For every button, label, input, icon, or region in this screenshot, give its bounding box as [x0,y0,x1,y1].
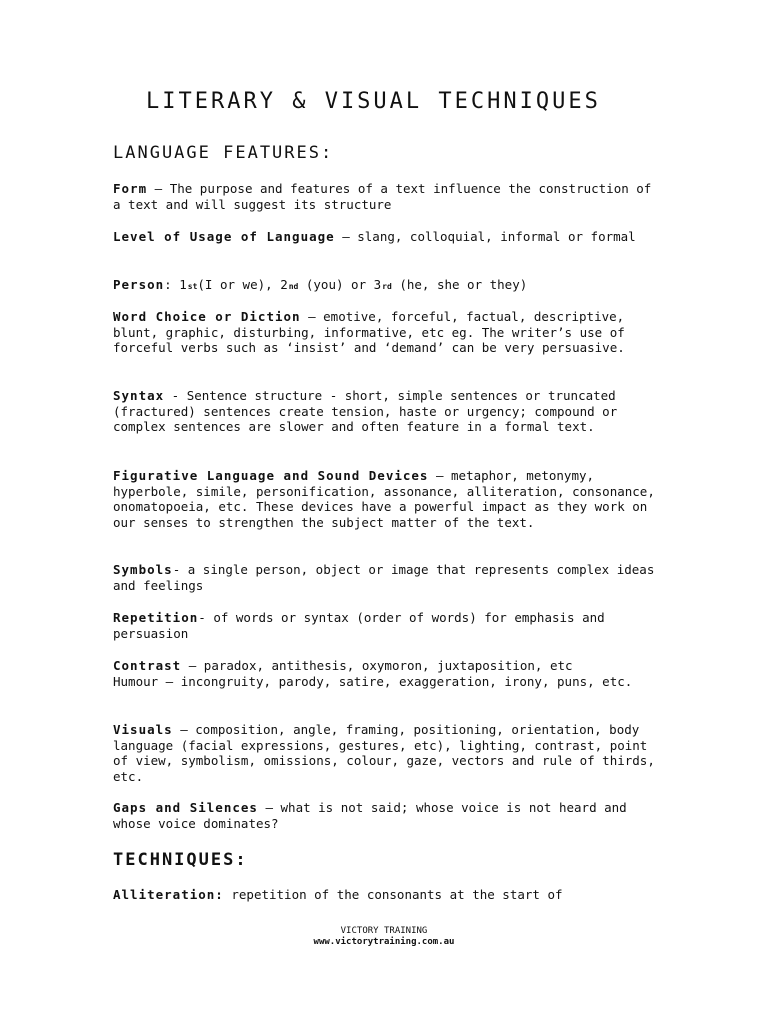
entry-term: Gaps and Silences [113,800,258,815]
entry-contrast [113,658,658,689]
entry-term: Visuals [113,722,173,737]
entry-separator: – [300,309,324,324]
language-features-heading: LANGUAGE FEATURES: [113,143,334,163]
entry-form [113,181,658,212]
entry-definition: of words or syntax (order of words) for emphasis and persuasion [113,610,605,641]
entry-level-of-usage [113,229,658,245]
entry-term: Syntax [113,388,165,403]
entry-separator: – [428,468,452,483]
entry-person [113,277,658,295]
entry-definition: repetition of the consonants at the start of [223,887,563,902]
entry-term: Alliteration: [113,887,224,902]
entry-definition: slang, colloquial, informal or formal [357,229,636,244]
entry-visuals [113,722,658,784]
entry-definition: emotive, forceful, factual, descriptive, blunt, graphic, disturbing, informative, etc eg. The writer’s use of forceful verbs such as ‘insist’ and ‘demand’ can be very persuasive. [113,309,625,355]
page-footer [0,926,768,948]
ordinal-suffix: rd [382,282,392,291]
entry-term: Level of Usage of Language [113,229,335,244]
entry-definition: (you) or [298,277,374,292]
entry-separator: – [172,722,196,737]
entry-term: Person [113,277,165,292]
entry-separator: - [198,610,214,625]
ordinal-suffix: st [187,282,198,291]
entry-term: Form [113,181,148,196]
footer-url[interactable]: www.victorytraining.com.au [313,937,455,947]
entry-definition: (I or we), [197,277,281,292]
entry-separator: - [164,388,187,403]
entry-separator: – [257,800,281,815]
footer-name: VICTORY TRAINING [340,926,428,936]
entry-separator: – [181,658,204,673]
entry-word-choice [113,309,658,356]
ordinal-number: 1 [179,277,187,292]
ordinal-suffix: nd [288,282,299,291]
document-title: LITERARY & VISUAL TECHNIQUES [146,89,601,114]
entry-definition: a single person, object or image that represents complex ideas and feelings [113,562,655,593]
entry-definition: paradox, antithesis, oxymoron, juxtaposition, etc [203,658,573,673]
entry-humour-line: Humour – incongruity, parody, satire, exaggeration, irony, puns, etc. [113,673,633,689]
entry-separator: - [172,562,188,577]
entry-definition: composition, angle, framing, positioning, orientation, body language (facial expressions, gestures, etc), lighting, contrast, point of view, symbolism, omissions, colour, gaze, vectors and rule of thirds, etc. [113,722,655,784]
techniques-heading: TECHNIQUES: [113,850,248,870]
entry-term: Word Choice or Diction [113,309,301,324]
entry-separator: – [147,181,170,196]
entry-figurative-language [113,468,658,530]
entry-definition: metaphor, metonymy, hyperbole, simile, personification, assonance, alliteration, consonance, onomatopoeia, etc. These devices have a powerful impact as they work on our senses to strengthen the subject matter of the text. [113,468,655,530]
ordinal-number: 2 [280,277,288,292]
entry-term: Symbols [113,562,173,577]
entry-alliteration [113,887,658,903]
entry-definition: (he, she or they) [391,277,528,292]
entry-definition: The purpose and features of a text influence the construction of a text and will suggest its structure [113,181,652,212]
entry-symbols [113,562,658,593]
entry-definition: Sentence structure - short, simple sentences or truncated (fractured) sentences create tension, haste or urgency; compound or complex sentences are slower and often feature in a formal text. [113,388,618,434]
entry-gaps-and-silences [113,800,658,831]
entry-repetition [113,610,658,641]
entry-syntax [113,388,658,435]
entry-separator: – [334,229,358,244]
entry-term: Contrast [113,658,182,673]
entry-term: Figurative Language and Sound Devices [113,468,429,483]
entry-term: Repetition [113,610,199,625]
entry-separator: : [164,277,180,292]
entry-definition: what is not said; whose voice is not heard and whose voice dominates? [113,800,627,831]
ordinal-number: 3 [373,277,382,292]
